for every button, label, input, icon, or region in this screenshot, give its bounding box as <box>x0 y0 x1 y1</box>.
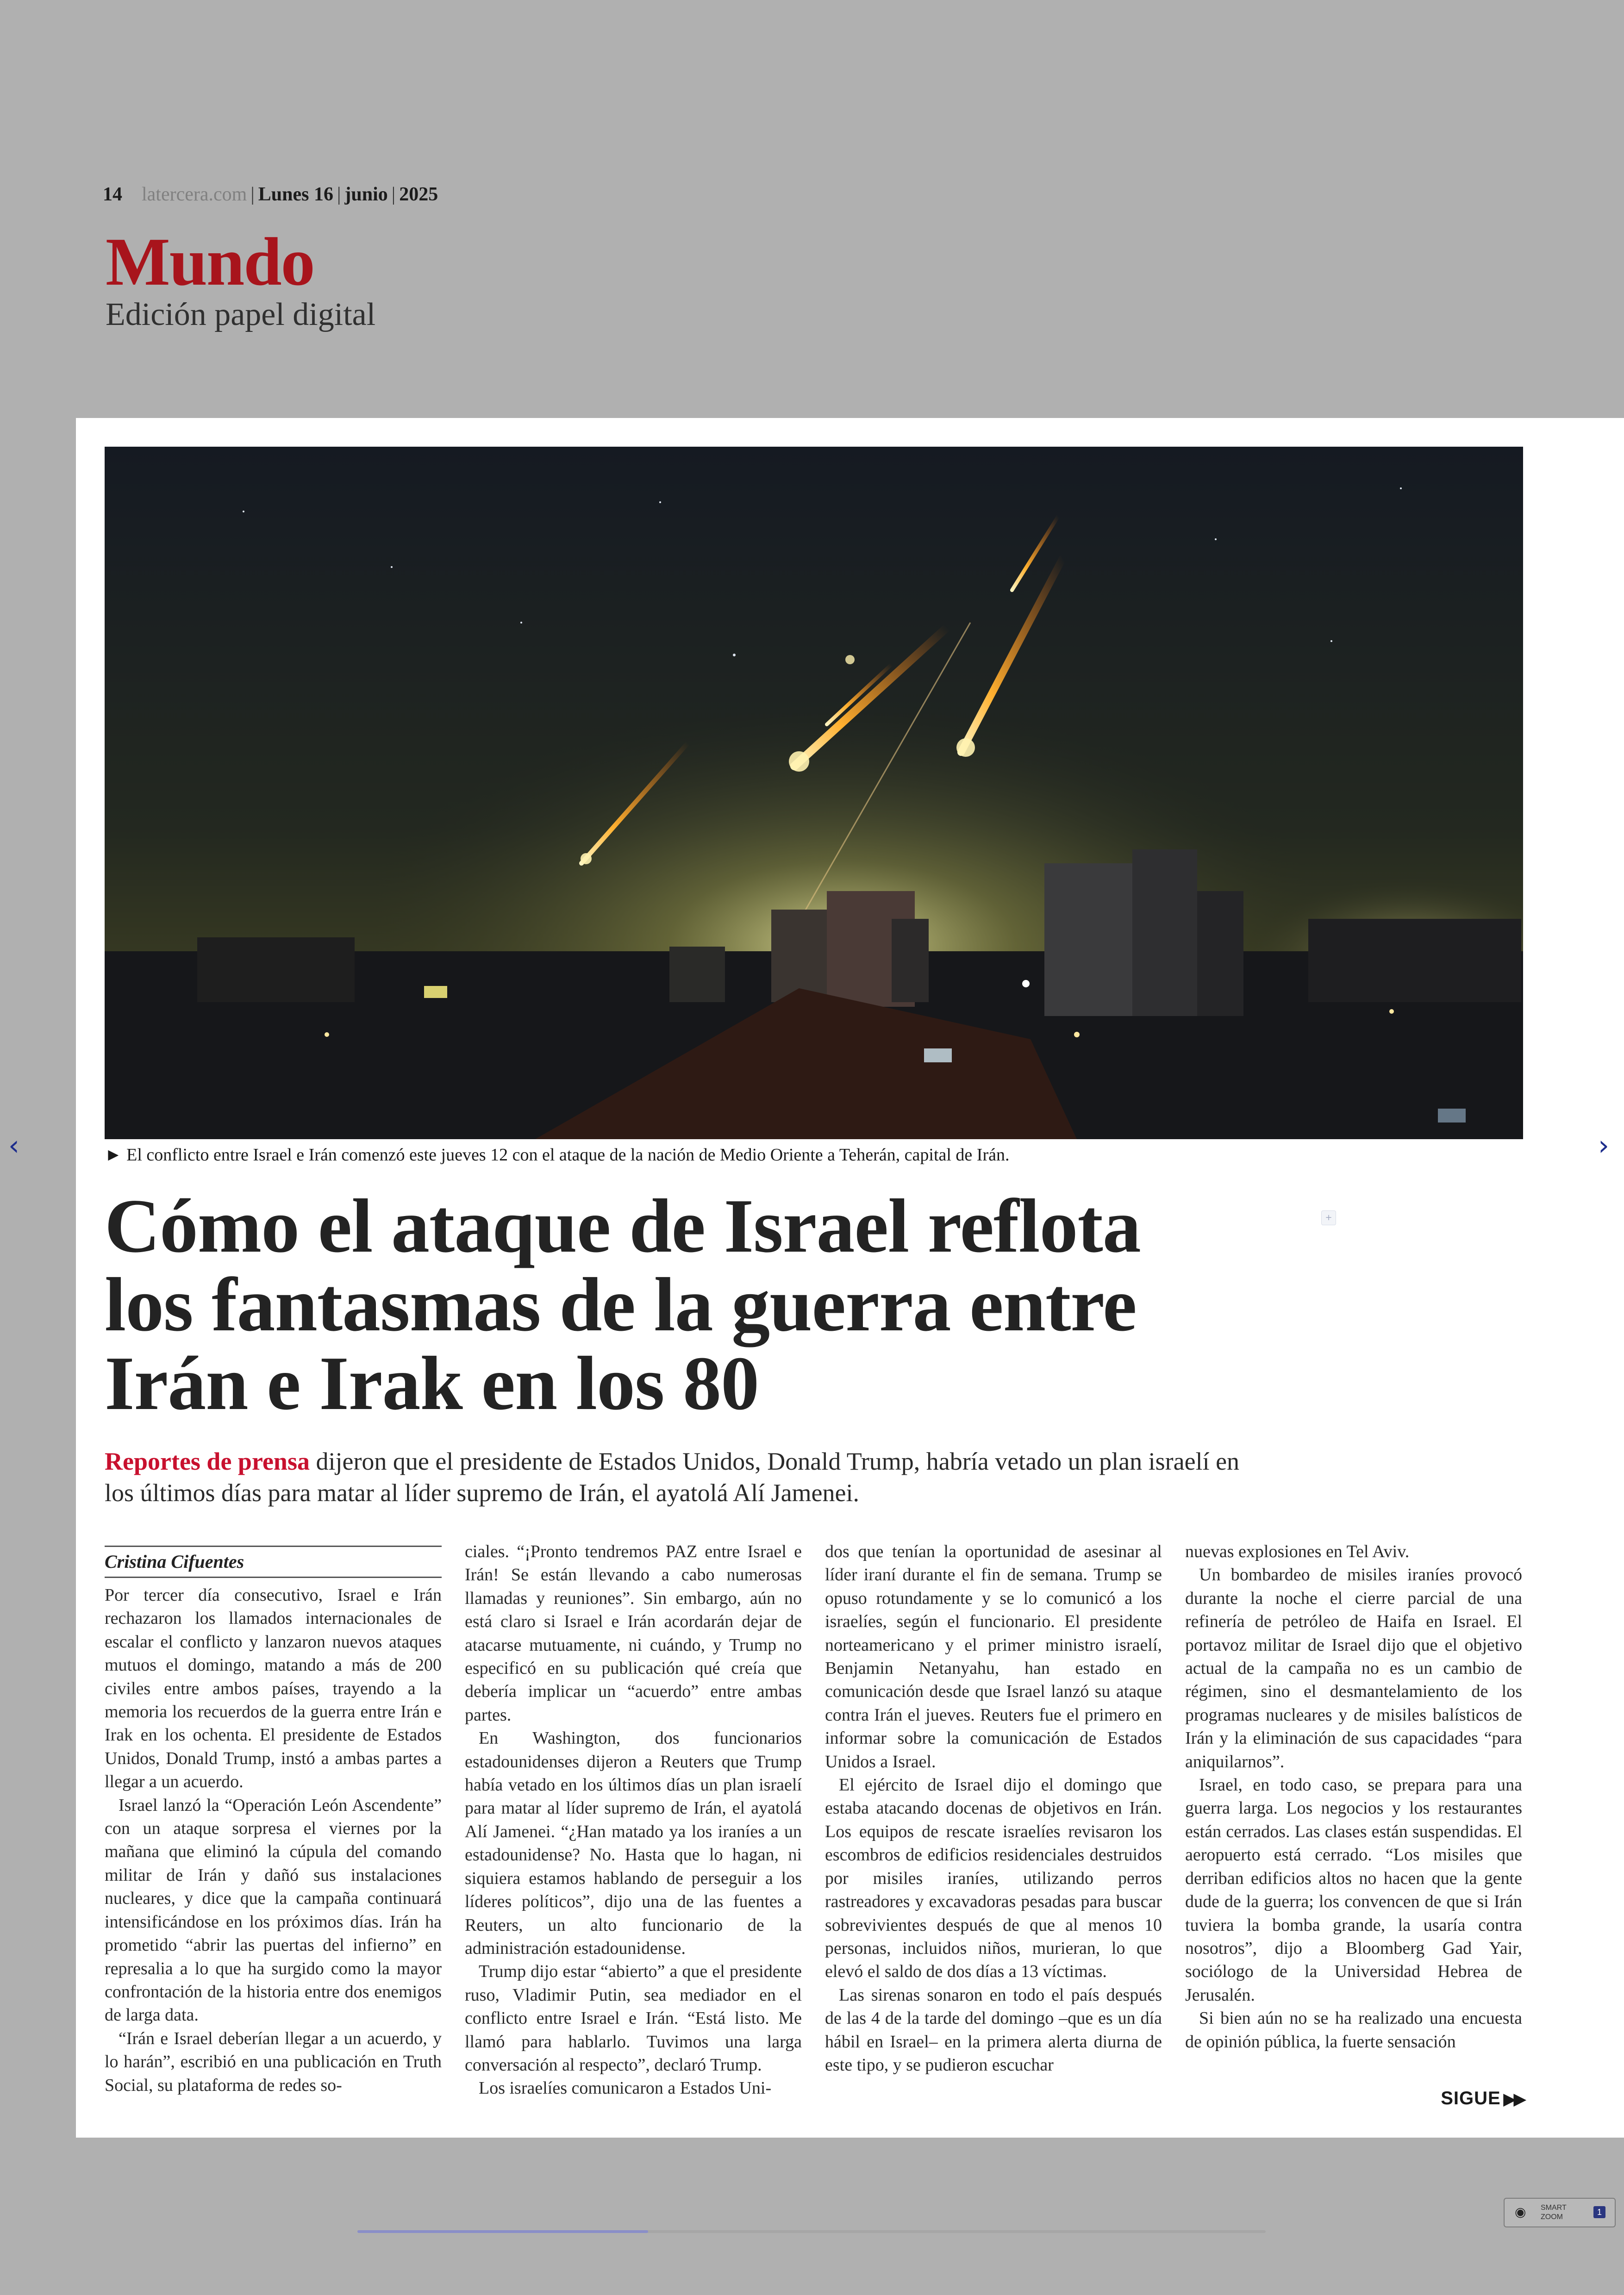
previous-page-button[interactable]: ‹ <box>8 1129 19 1162</box>
article-deck <box>105 1446 1262 1509</box>
paragraph: Trump dijo estar “abierto” a que el presidente ruso, Vladimir Putin, sea mediador en el conflicto entre Israel e Irán. “Está listo. Me llamó para hablarlo. Tuvimos una larga conversación al respecto”, declaró Trump. <box>465 1962 802 2075</box>
date-month: junio <box>344 184 388 205</box>
paragraph: “Irán e Israel deberían llegar a un acuerdo, y lo harán”, escribió en una publicación en Truth Social, su plataforma de redes so- <box>105 2028 442 2095</box>
continue-label: SIGUE <box>1441 2088 1501 2108</box>
deck-lead: Reportes de prensa <box>105 1447 310 1475</box>
page-progress-fill <box>357 2230 648 2233</box>
deck-text: dijeron que el presidente de Estados Unidos, Donald Trump, habría vetado un plan israelí en los últimos días para matar al líder supremo de Irán, el ayatolá Alí Jamenei. <box>105 1447 1240 1507</box>
paragraph: Las sirenas sonaron en todo el país después de las 4 de la tarde del domingo –que es un día hábil en Israel– en la primera alerta diurna de este tipo, y se pudieron escuchar <box>825 1985 1162 2075</box>
paragraph: El ejército de Israel dijo el domingo que estaba atacando docenas de objetivos en Irán. Los equipos de rescate israelíes revisaron los escombros de edificios residenciales destruidos por misiles iraníes, utilizando perros rastreadores y excavadoras pesadas para buscar sobrevivientes después de que al menos 10 personas, incluidos niños, murieran, lo que elevó el saldo de dos días a 13 víctimas. <box>825 1775 1162 1982</box>
site-name: latercera.com <box>142 184 247 205</box>
continue-link[interactable] <box>1441 2088 1524 2109</box>
newspaper-page <box>76 418 1624 2138</box>
page-progress-bar[interactable] <box>357 2230 1266 2233</box>
article-column-2 <box>465 1540 802 2100</box>
article-byline: Cristina Cifuentes <box>105 1546 442 1578</box>
zoom-hotspot-icon[interactable]: + <box>1321 1210 1336 1225</box>
eye-icon: ◉ <box>1515 2204 1526 2220</box>
article-column-4 <box>1185 1540 1522 2053</box>
smart-zoom-badge: 1 <box>1593 2206 1605 2218</box>
paragraph: ciales. “¡Pronto tendremos PAZ entre Israel e Irán! Se están llevando a cabo numerosas llamadas y reuniones”. Sin embargo, aún no está claro si Israel e Irán acordarán dejar de atacarse mutuamente, ni cuándo, y Trump no especificó en su publicación qué creía que debería implicar un “acuerdo” entre ambas partes. <box>465 1542 802 1725</box>
article-headline: Cómo el ataque de Israel reflota los fantasmas de la guerra entre Irán e Irak en los 80 <box>105 1183 1141 1426</box>
continue-arrows-icon: ▶▶ <box>1503 2090 1524 2108</box>
paragraph: nuevas explosiones en Tel Aviv. <box>1185 1542 1410 1561</box>
paragraph: Israel lanzó la “Operación León Ascendente” con un ataque sorpresa el viernes por la mañana que eliminó la cúpula del comando militar de Irán y dañó sus instalaciones nucleares, y dice que la campaña continuará intensificándose en los próximos días. Irán ha prometido “abrir las puertas del infierno” en represalia a lo que ha surgido como la mayor confrontación de la historia entre dos enemigos de larga data. <box>105 1795 442 2025</box>
section-title: Mundo <box>106 224 314 300</box>
date-year: 2025 <box>399 184 438 205</box>
article-column-1 <box>105 1546 442 2097</box>
paragraph: En Washington, dos funcionarios estadounidenses dijeron a Reuters que Trump había vetado en los últimos días un plan israelí para matar al líder supremo de Irán, el ayatolá Alí Jamenei. “¿Han matado ya los iraníes a un estadounidense? No. Hasta que lo hagan, ni siquiera estamos hablando de perseguir a los líderes políticos”, dijo una de las fuentes a Reuters, un alto funcionario de la administración estadounidense. <box>465 1728 802 1958</box>
smart-zoom-button[interactable] <box>1504 2198 1616 2227</box>
paragraph: Un bombardeo de misiles iraníes provocó durante la noche el cierre parcial de una refinería de petróleo de Haifa en Israel. El portavoz militar de Israel dijo que el objetivo actual de la campaña no es un cambio de régimen, sino el desmantelamiento de los programas nucleares y de misiles balísticos de Irán y la eliminación de sus capacidades “para aniquilarnos”. <box>1185 1565 1522 1771</box>
paragraph: dos que tenían la oportunidad de asesinar al líder iraní durante el fin de semana. Trump se opuso rotundamente y se lo comunicó a los israelíes, según el funcionario. El presidente norteamericano y el primer ministro israelí, Benjamin Netanyahu, han estado en comunicación desde que Israel lanzó su ataque contra Irán el jueves. Reuters fue el primero en informar sobre la comunicación de Estados Unidos a Israel. <box>825 1542 1162 1771</box>
paragraph: Los israelíes comunicaron a Estados Uni- <box>479 2078 772 2098</box>
date-day: Lunes 16 <box>258 184 333 205</box>
page-number: 14 <box>103 184 122 205</box>
paragraph: Israel, en todo caso, se prepara para una guerra larga. Los negocios y los restaurantes están cerrados. Las clases están suspendidas. El aeropuerto está cerrado. “Los misiles que derriban edificios altos no hacen que la gente dude de la guerra; los convencen de que si Irán tuviera la bomba grande, la usaría contra nosotros”, dijo a Bloomberg Gad Yair, sociólogo de la Universidad Hebrea de Jerusalén. <box>1185 1775 1522 2005</box>
next-page-button[interactable]: › <box>1598 1129 1609 1162</box>
smart-zoom-label: SMART ZOOM <box>1541 2204 1567 2221</box>
section-subtitle: Edición papel digital <box>106 297 376 332</box>
paragraph: Por tercer día consecutivo, Israel e Irán rechazaron los llamados internacionales de escalar el conflicto y lanzaron nuevos ataques mutuos el domingo, matando a más de 200 civiles entre ambos países, trayendo a la memoria los recuerdos de la guerra entre Irán e Irak en los ochenta. El presidente de Estados Unidos, Donald Trump, instó a ambas partes a llegar a un acuerdo. <box>105 1585 442 1792</box>
article-photo <box>105 447 1523 1139</box>
article-column-3 <box>825 1540 1162 2077</box>
page-header-meta: 14 latercera.com | Lunes 16 | junio | 2025 <box>103 184 438 205</box>
paragraph: Si bien aún no se ha realizado una encuesta de opinión pública, la fuerte sensación <box>1185 2008 1522 2052</box>
photo-caption: ► El conflicto entre Israel e Irán comenzó este jueves 12 con el ataque de la nación de Medio Oriente a Teherán, capital de Irán. <box>105 1145 1010 1165</box>
